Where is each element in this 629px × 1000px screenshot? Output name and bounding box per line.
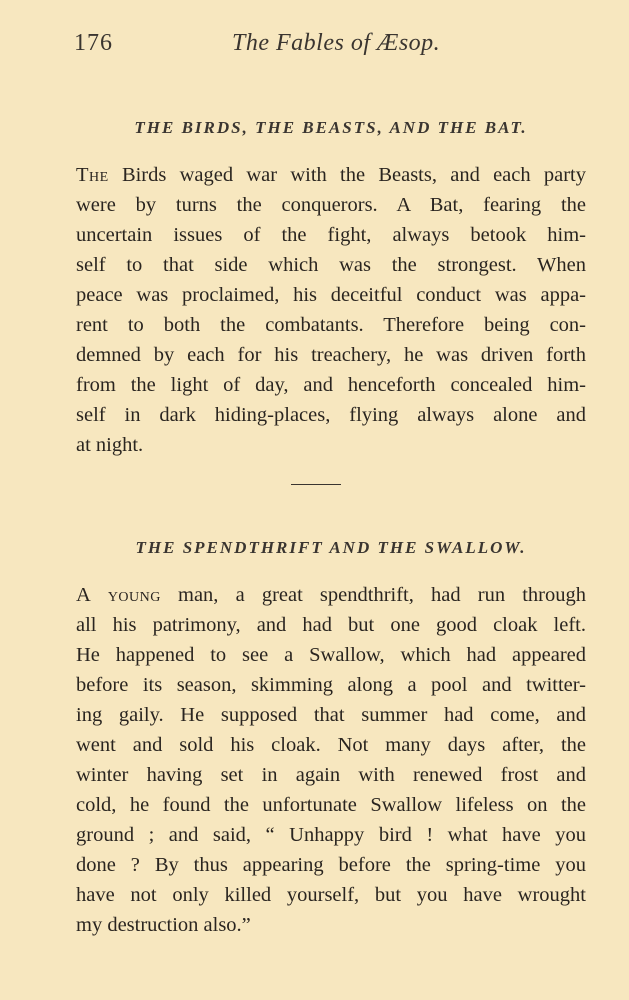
text-line: ing gaily. He supposed that summer had come, and [76, 704, 586, 726]
text-line: all his patrimony, and had but one good cloak left. [76, 614, 586, 636]
text-line: demned by each for his treachery, he was driven forth [76, 344, 586, 366]
text-line: The Birds waged war with the Beasts, and each party [76, 164, 586, 186]
text-line: He happened to see a Swallow, which had appeared [76, 644, 586, 666]
opening-words: A young [76, 584, 161, 606]
text-line: have not only killed yourself, but you have wrought [76, 884, 586, 906]
text-line: were by turns the conquerors. A Bat, fearing the [76, 194, 586, 216]
text-line: peace was proclaimed, his deceitful conduct was appa- [76, 284, 586, 306]
text-line: cold, he found the unfortunate Swallow lifeless on the [76, 794, 586, 816]
text-line: self to that side which was the strongest. When [76, 254, 586, 276]
fable-title: THE SPENDTHRIFT AND THE SWALLOW. [135, 538, 527, 557]
text-line: uncertain issues of the fight, always betook him- [76, 224, 586, 246]
text-line: ground ; and said, “ Unhappy bird ! what have you [76, 824, 586, 846]
page-number: 176 [74, 30, 113, 56]
text-line: my destruction also.” [76, 914, 251, 936]
book-title: The Fables of Æsop. [232, 30, 441, 56]
text-line: done ? By thus appearing before the spring-time you [76, 854, 586, 876]
opening-words: The [76, 164, 109, 186]
fable-title: THE BIRDS, THE BEASTS, AND THE BAT. [134, 118, 528, 137]
section-divider [291, 484, 341, 485]
fable-birds-beasts-bat [76, 118, 586, 460]
text-line: rent to both the combatants. Therefore being con- [76, 314, 586, 336]
text-line: self in dark hiding-places, flying always alone and [76, 404, 586, 426]
text-line: before its season, skimming along a pool and twitter- [76, 674, 586, 696]
fable-spendthrift-swallow [76, 538, 586, 940]
text-line: winter having set in again with renewed frost and [76, 764, 586, 786]
fable-text [76, 580, 586, 940]
text-line: at night. [76, 434, 144, 456]
text-line: from the light of day, and henceforth concealed him- [76, 374, 586, 396]
running-head [74, 30, 586, 70]
text-line: went and sold his cloak. Not many days after, the [76, 734, 586, 756]
fable-text [76, 160, 586, 460]
text-line: A young man, a great spendthrift, had run through [76, 584, 586, 606]
